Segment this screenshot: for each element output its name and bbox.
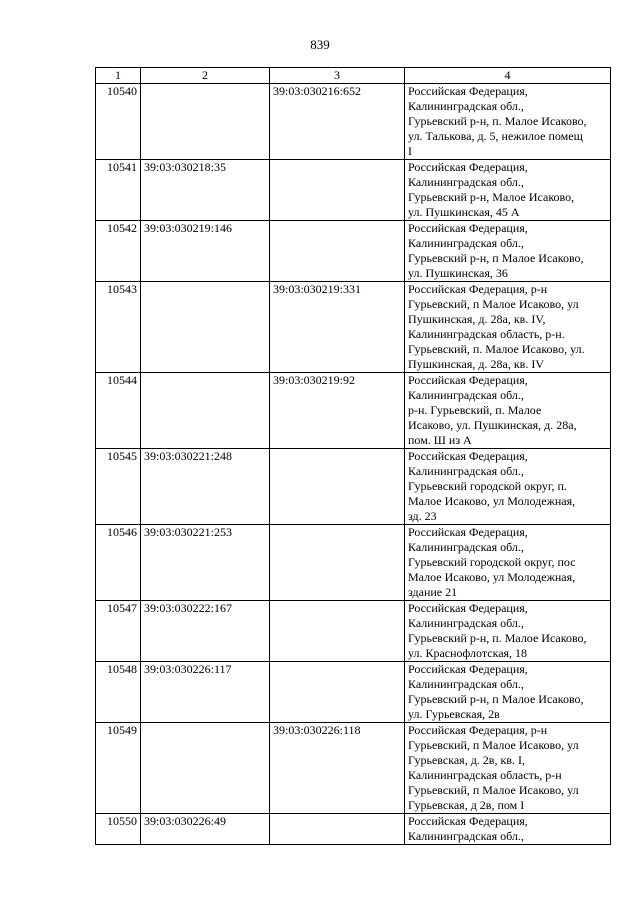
address-line: Калининградская обл., <box>408 388 524 402</box>
cadastral-number-cell: 39:03:030221:248 <box>141 449 270 525</box>
cadastral-number-cell <box>141 282 270 373</box>
address-line: Российская Федерация, <box>408 449 528 463</box>
address-line: Гурьевский, п Малое Исаково, ул <box>408 297 579 311</box>
address-line: Гурьевская, д 2в, пом I <box>408 798 525 812</box>
row-number-cell: 10540 <box>96 84 141 160</box>
row-number-cell: 10543 <box>96 282 141 373</box>
cadastral-number-cell <box>141 373 270 449</box>
row-number-cell: 10548 <box>96 662 141 723</box>
table-row <box>96 723 611 814</box>
address-line: Гурьевский р-н, п Малое Исаково, <box>408 251 584 265</box>
page-number: 839 <box>310 37 330 52</box>
cadastral-number-cell: 39:03:030226:118 <box>270 723 405 814</box>
cadastral-number-cell: 39:03:030216:652 <box>270 84 405 160</box>
address-line: Гурьевская, д. 2в, кв. I, <box>408 753 525 767</box>
column-header-4: 4 <box>405 68 611 84</box>
row-number-cell: 10545 <box>96 449 141 525</box>
address-line: Калининградская обл., <box>408 829 524 843</box>
address-line: Российская Федерация, <box>408 814 528 828</box>
address-cell <box>405 221 611 282</box>
address-line: зд. 23 <box>408 509 437 523</box>
address-line: Калининградская обл., <box>408 677 524 691</box>
address-line: Калининградская обл., <box>408 236 524 250</box>
table-row <box>96 449 611 525</box>
address-line: Малое Исаково, ул Молодежная, <box>408 570 576 584</box>
row-number-cell: 10544 <box>96 373 141 449</box>
address-line: Гурьевский, п Малое Исаково, ул <box>408 738 579 752</box>
address-line: Российская Федерация, р-н <box>408 723 548 737</box>
table-row <box>96 282 611 373</box>
address-line: ул. Краснофлотская, 18 <box>408 646 528 660</box>
address-line: Гурьевский р-н, п. Малое Исаково, <box>408 114 587 128</box>
row-number-cell: 10542 <box>96 221 141 282</box>
address-line: ул. Талькова, д. 5, нежилое помещ <box>408 129 583 143</box>
address-line: Гурьевский р-н, п. Малое Исаково, <box>408 631 587 645</box>
address-line: Гурьевский, п. Малое Исаково, ул. <box>408 342 585 356</box>
address-line: ул. Пушкинская, 45 А <box>408 205 520 219</box>
table-row <box>96 662 611 723</box>
address-line: Российская Федерация, <box>408 373 528 387</box>
table-row <box>96 525 611 601</box>
address-line: ул. Пушкинская, 36 <box>408 266 508 280</box>
address-line: ул. Гурьевская, 2в <box>408 707 500 721</box>
address-line: Российская Федерация, р-н <box>408 282 548 296</box>
address-line: Гурьевский городской округ, п. <box>408 479 567 493</box>
row-number-cell: 10547 <box>96 601 141 662</box>
table-row <box>96 221 611 282</box>
row-number-cell: 10541 <box>96 160 141 221</box>
cadastral-number-cell <box>270 814 405 845</box>
address-line: Калининградская область, р-н. <box>408 327 565 341</box>
address-line: Российская Федерация, <box>408 160 528 174</box>
cadastral-number-cell: 39:03:030221:253 <box>141 525 270 601</box>
address-line: Малое Исаково, ул Молодежная, <box>408 494 576 508</box>
table-row <box>96 84 611 160</box>
address-cell <box>405 160 611 221</box>
cadastral-number-cell <box>270 221 405 282</box>
table-row <box>96 814 611 845</box>
address-line: Калининградская область, р-н <box>408 768 562 782</box>
address-cell <box>405 662 611 723</box>
table-header-row <box>96 68 611 84</box>
cadastral-number-cell <box>270 601 405 662</box>
cadastral-number-cell: 39:03:030219:331 <box>270 282 405 373</box>
address-line: Российская Федерация, <box>408 601 528 615</box>
address-cell <box>405 723 611 814</box>
address-line: Пушкинская, д. 28а, кв. IV, <box>408 312 546 326</box>
cadastral-number-cell <box>270 525 405 601</box>
address-line: Гурьевский городской округ, пос <box>408 555 576 569</box>
cadastral-number-cell: 39:03:030219:146 <box>141 221 270 282</box>
address-line: здание 21 <box>408 585 458 599</box>
table-row <box>96 373 611 449</box>
cadastral-number-cell <box>270 449 405 525</box>
row-number-cell: 10546 <box>96 525 141 601</box>
cadastral-number-cell: 39:03:030226:49 <box>141 814 270 845</box>
address-line: Калининградская обл., <box>408 99 524 113</box>
cadastral-number-cell: 39:03:030226:117 <box>141 662 270 723</box>
address-line: пом. Ш из А <box>408 433 472 447</box>
address-cell <box>405 84 611 160</box>
cadastral-number-cell: 39:03:030218:35 <box>141 160 270 221</box>
address-cell <box>405 373 611 449</box>
column-header-3: 3 <box>270 68 405 84</box>
address-line: Гурьевский р-н, Малое Исаково, <box>408 190 575 204</box>
address-line: Российская Федерация, <box>408 525 528 539</box>
cadastral-number-cell <box>270 662 405 723</box>
row-number-cell: 10550 <box>96 814 141 845</box>
address-line: Гурьевский р-н, п Малое Исаково, <box>408 692 584 706</box>
address-line: Калининградская обл., <box>408 540 524 554</box>
address-line: I <box>408 144 412 158</box>
cadastral-number-cell <box>141 84 270 160</box>
address-line: Калининградская обл., <box>408 616 524 630</box>
column-header-2: 2 <box>141 68 270 84</box>
table-row <box>96 601 611 662</box>
address-cell <box>405 601 611 662</box>
address-line: Исаково, ул. Пушкинская, д. 28а, <box>408 418 577 432</box>
address-line: Гурьевский, п Малое Исаково, ул <box>408 783 579 797</box>
cadastral-number-cell: 39:03:030219:92 <box>270 373 405 449</box>
cadastral-number-cell: 39:03:030222:167 <box>141 601 270 662</box>
address-line: р-н. Гурьевский, п. Малое <box>408 403 542 417</box>
registry-table <box>95 67 611 845</box>
address-line: Российская Федерация, <box>408 221 528 235</box>
address-cell <box>405 282 611 373</box>
cadastral-number-cell <box>141 723 270 814</box>
address-line: Калининградская обл., <box>408 464 524 478</box>
address-line: Калининградская обл., <box>408 175 524 189</box>
table-body <box>96 84 611 845</box>
address-cell <box>405 814 611 845</box>
row-number-cell: 10549 <box>96 723 141 814</box>
table-row <box>96 160 611 221</box>
address-cell <box>405 449 611 525</box>
cadastral-number-cell <box>270 160 405 221</box>
address-line: Пушкинская, д. 28а, кв. IV <box>408 357 544 371</box>
address-cell <box>405 525 611 601</box>
address-line: Российская Федерация, <box>408 662 528 676</box>
column-header-1: 1 <box>96 68 141 84</box>
address-line: Российская Федерация, <box>408 84 528 98</box>
